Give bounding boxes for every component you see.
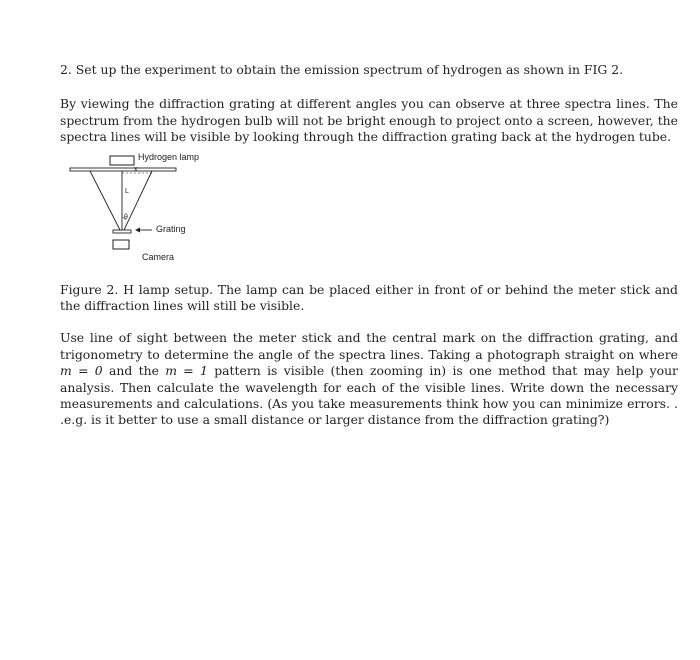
meter-stick — [70, 165, 176, 173]
grating-label: Grating — [156, 223, 186, 234]
step-text: Set up the experiment to obtain the emission spectrum of hydrogen as shown in FIG 2. — [75, 62, 624, 77]
theta-label: θ — [124, 213, 128, 221]
grating-arrowhead — [135, 227, 140, 232]
instructions-paragraph — [60, 330, 678, 428]
instructions-part-3: pattern is visible (then zooming in) is one method that may help your analysis. Then calculate the wavelength for each of the visible lines. Write down the necessary measurements and calculations. (As you take measurements think how you can minimize errors. . .e.g. is it better to use a small distance or larger distance from the diffraction grating?) — [60, 363, 678, 428]
m-one-expression: m = 1 — [165, 363, 208, 379]
L-label: L — [125, 187, 129, 195]
hydrogen-lamp-shape — [110, 156, 134, 165]
step-2-heading — [60, 62, 678, 78]
instructions-part-1: Use line of sight between the meter stick and the central mark on the diffraction grating, and trigonometry to determine the angle of the spectra lines. Taking a photograph straight on where — [60, 330, 678, 362]
grating-shape — [113, 230, 131, 233]
x-label: x — [134, 165, 138, 173]
m-zero-expression: m = 0 — [60, 363, 103, 379]
hydrogen-lamp-label: Hydrogen lamp — [138, 151, 200, 162]
figure-caption: Figure 2. H lamp setup. The lamp can be placed either in front of or behind the meter stick and the diffraction lines will still be visible. — [60, 281, 678, 314]
camera-shape — [113, 240, 129, 249]
step-number: 2. — [60, 62, 72, 77]
left-ray — [90, 171, 120, 230]
intro-paragraph: By viewing the diffraction grating at different angles you can observe at three spectra lines. The spectrum from the hydrogen bulb will not be bright enough to project onto a screen, however, the spectra lines will be visible by looking through the diffraction grating back at the hydrogen tube. — [60, 96, 678, 145]
right-ray — [124, 171, 152, 230]
instructions-part-2: and the — [102, 363, 166, 379]
camera-label: Camera — [142, 251, 175, 262]
document-page — [60, 56, 678, 429]
figure-2-diagram — [60, 151, 678, 272]
